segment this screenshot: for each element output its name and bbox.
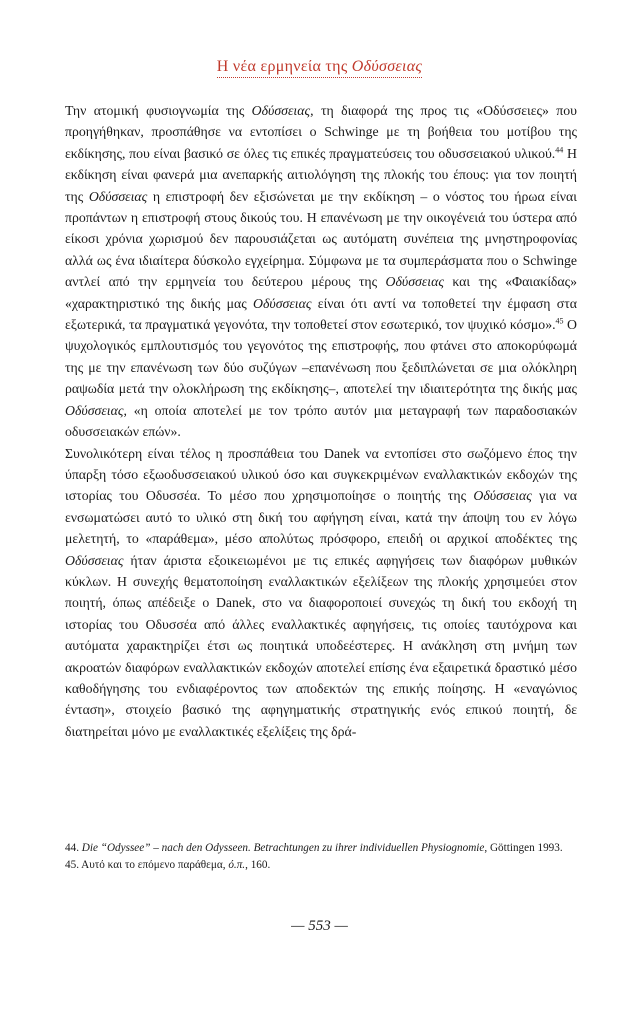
paragraph: Την ατομική φυσιογνωμία της Οδύσσειας, τη διαφορά της προς τις «Οδύσσειες» που προηγήθηκαν, προσπάθησε να εντοπίσει ο Schwinge με τη βοήθεια του μοτίβου της εκδίκησης, που είναι βασικό σε όλες τις επικές πραγματεύσεις του οδυσσειακού υλικού.$^{44}$ Η εκδίκηση είναι φανερά μια ανεπαρκής αιτιολόγηση της πλοκής του έπους: για τον ποιητή της Οδύσσειας η επιστροφή δεν εξισώνεται με την εκδίκηση – ο νόστος του ήρωα είναι προπάντων η επιστροφή στους δικούς του. Η επανένωση με την οικογένειά του ύστερα από είκοσι χρόνια χωρισμού δεν παρουσιάζεται ως αυτόματη συνέπεια της μνηστηροφονίας αλλά ως ένα ιδιαίτερα δύσκολο εγχείρημα. Σύμφωνα με τα συμπεράσματα που ο Schwinge αντλεί από την ερμηνεία του δεύτερου μέρους της Οδύσσειας και της «Φαιακίδας» «χαρακτηριστικό της δικής μας Οδύσσειας είναι ότι αντί να τοποθετεί την έμφαση στα εξωτερικά, τα πραγματικά γεγονότα, την τοποθετεί στον εσωτερικό, τον ψυχικό κόσμο».$^{45}$ Ο ψυχολογικός εμπλουτισμός του γεγονότος της επιστροφής, που φτάνει στο αποκορύφωμά της με την επανένωση των δύο συζύγων –επανένωση που ξεδιπλώνεται σε μια ολόκληρη ραψωδία μετά την ολοκλήρωση της εκδίκησης–, αποτελεί την ιδιαιτερότητα της δικής μας Οδύσσειας, «η οποία αποτελεί με τον τρόπο αυτόν μια μεταγραφή των παραδοσιακών οδυσσειακών επών». bbox=[65, 103, 577, 440]
footnote: 44. Die “Odyssee” – nach den Odysseen. Betrachtungen zu ihrer individuellen Physiognomie, Göttingen 1993. bbox=[65, 842, 563, 854]
footnotes bbox=[65, 840, 577, 873]
paragraph: Συνολικότερη είναι τέλος η προσπάθεια του Danek να εντοπίσει στο σωζόμενο έπος την ύπαρξη τόσο εξωοδυσσειακού υλικού όσο και συγκεκριμένων εναλλακτικών εκδοχών της ιστορίας του Οδυσσέα. Το μέσο που χρησιμοποίησε ο ποιητής της Οδύσσειας για να ενσωματώσει αυτό το υλικό στη δική του αφήγηση είναι, κατά την άποψη του εν λόγω μελετητή, το «παράθεμα», μέσο απολύτως πρόσφορο, επειδή οι αρχικοί αποδέκτες της Οδύσσειας ήταν άριστα εξοικειωμένοι με τις επικές αφηγήσεις των διαφόρων μυθικών κύκλων. Η συνεχής θεματοποίηση εναλλακτικών εξελίξεων της πλοκής χρησιμεύει στον ποιητή, όπως απέδειξε ο Danek, στο να διαφοροποιεί συνεχώς τη δική του εκδοχή τη ιστορίας του Οδυσσέα από άλλες εναλλακτικές αφηγήσεις, τις οποίες ταυτόχρονα και αυτόματα χαρακτηρίζει έτσι ως ποιητικά υποδεέστερες. Η ανάκληση στη μνήμη των ακροατών διαφόρων εναλλακτικών εκδοχών αποτελεί επίσης ένα εξαιρετικά δραστικό μέσο καθοδήγησης του ενδιαφέροντος των αποδεκτών της επικής ποίησης. Η «εναγώνιος ένταση», στοιχείο βασικό της αφηγηματικής στρατηγικής ενός επικού ποιητή, δε διατηρείται μόνο με εναλλακτικές εξελίξεις της δρά- bbox=[65, 445, 577, 739]
running-head-title: Η νέα ερμηνεία της Οδύσσειας bbox=[217, 58, 422, 78]
page-number: — 553 — bbox=[291, 918, 348, 934]
footnote: 45. Αυτό και το επόμενο παράθεμα, ό.π., 160. bbox=[65, 858, 271, 871]
footnote-reference: 44 bbox=[555, 145, 564, 155]
running-head-work-title: Οδύσσειας bbox=[351, 58, 423, 75]
main-text bbox=[65, 100, 577, 742]
running-head bbox=[0, 58, 639, 76]
footnote-reference: 45 bbox=[555, 316, 564, 326]
